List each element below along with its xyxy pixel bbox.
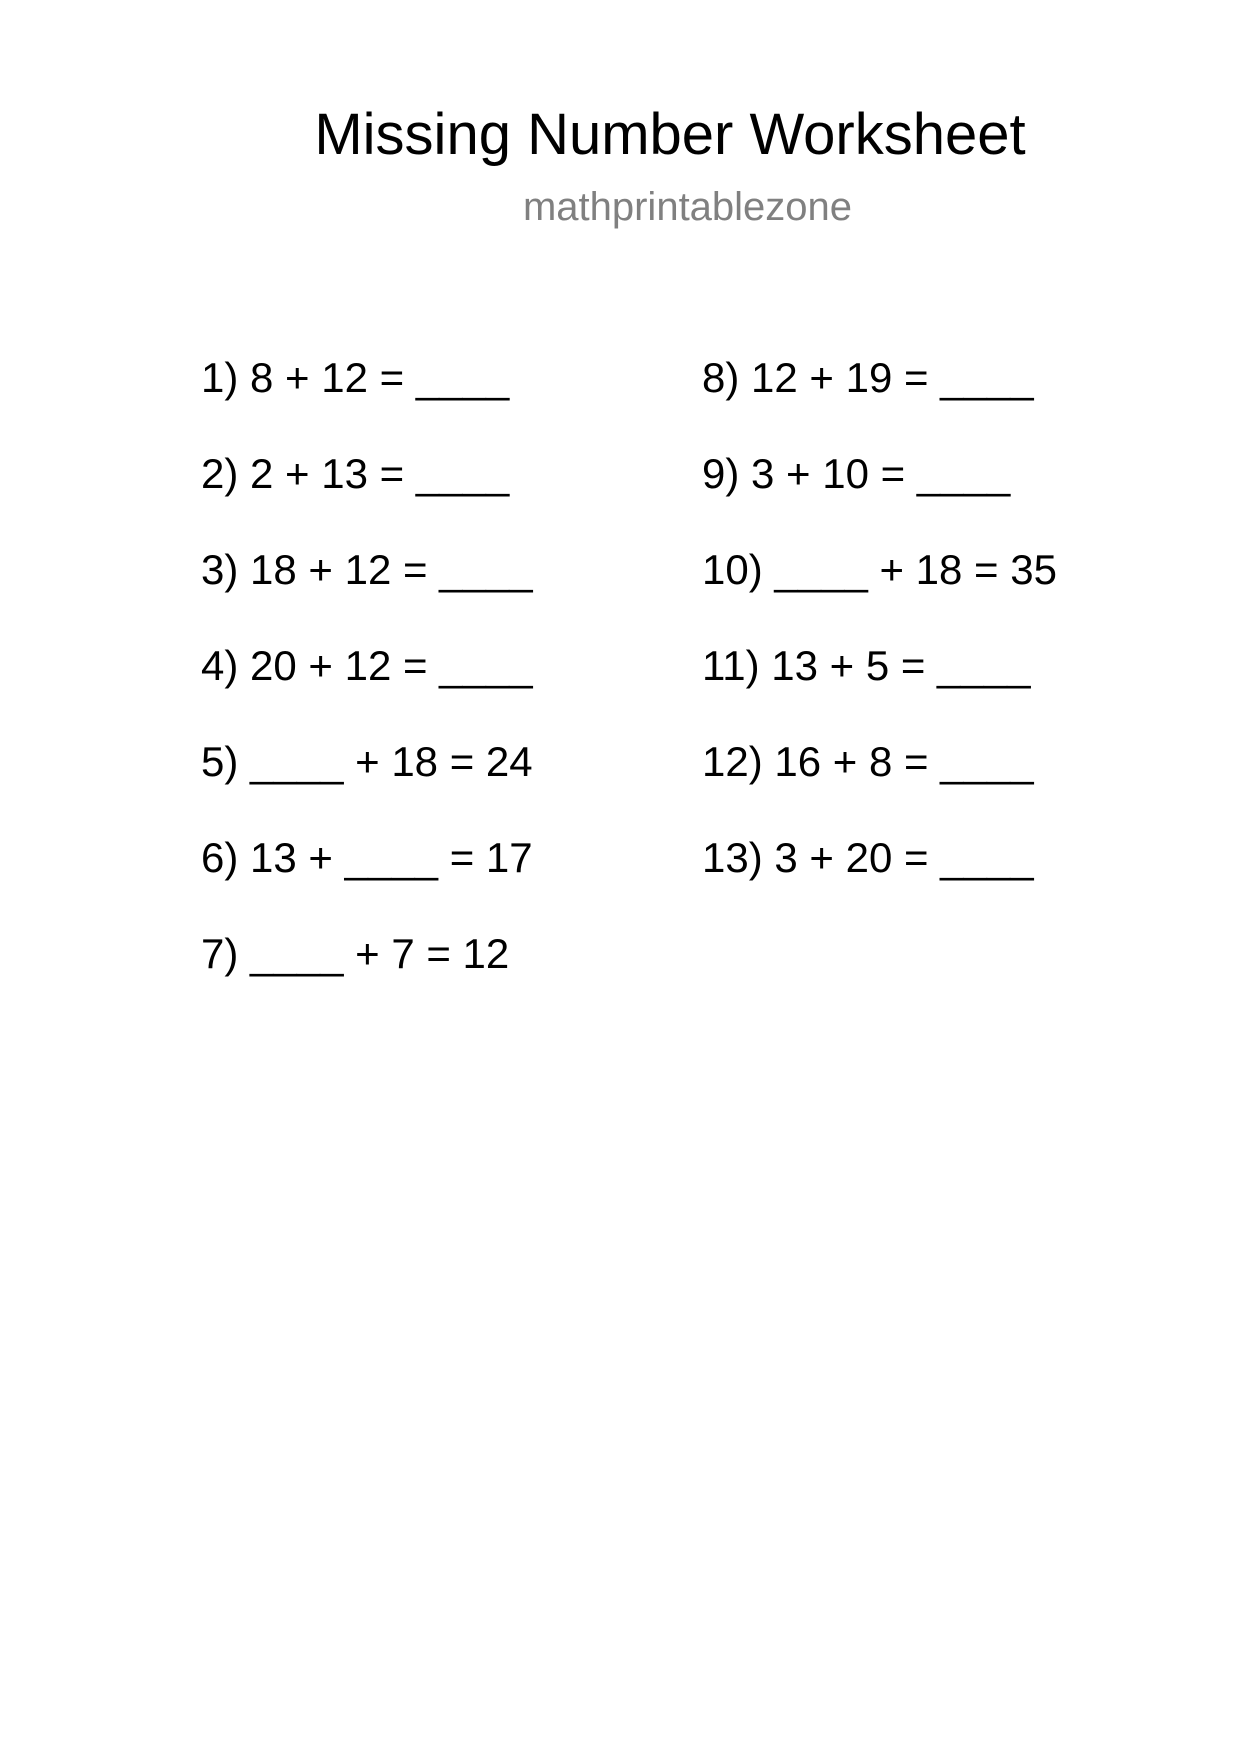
problem-10: 10) ____ + 18 = 35 <box>702 546 1057 593</box>
problem-9: 9) 3 + 10 = ____ <box>702 450 1011 497</box>
problem-8: 8) 12 + 19 = ____ <box>702 354 1034 401</box>
problems-left-column <box>201 354 721 1026</box>
page-title: Missing Number Worksheet <box>314 102 1026 167</box>
problem-5: 5) ____ + 18 = 24 <box>201 738 533 785</box>
problem-2: 2) 2 + 13 = ____ <box>201 450 510 497</box>
problem-6: 6) 13 + ____ = 17 <box>201 834 533 881</box>
problem-3: 3) 18 + 12 = ____ <box>201 546 533 593</box>
problem-12: 12) 16 + 8 = ____ <box>702 738 1034 785</box>
problem-11: 11) 13 + 5 = ____ <box>702 642 1031 689</box>
problem-13: 13) 3 + 20 = ____ <box>702 834 1034 881</box>
problems-right-column <box>702 354 1222 930</box>
problem-1: 1) 8 + 12 = ____ <box>201 354 510 401</box>
page-subtitle: mathprintablezone <box>522 185 853 229</box>
problem-4: 4) 20 + 12 = ____ <box>201 642 533 689</box>
problem-7: 7) ____ + 7 = 12 <box>201 930 510 977</box>
